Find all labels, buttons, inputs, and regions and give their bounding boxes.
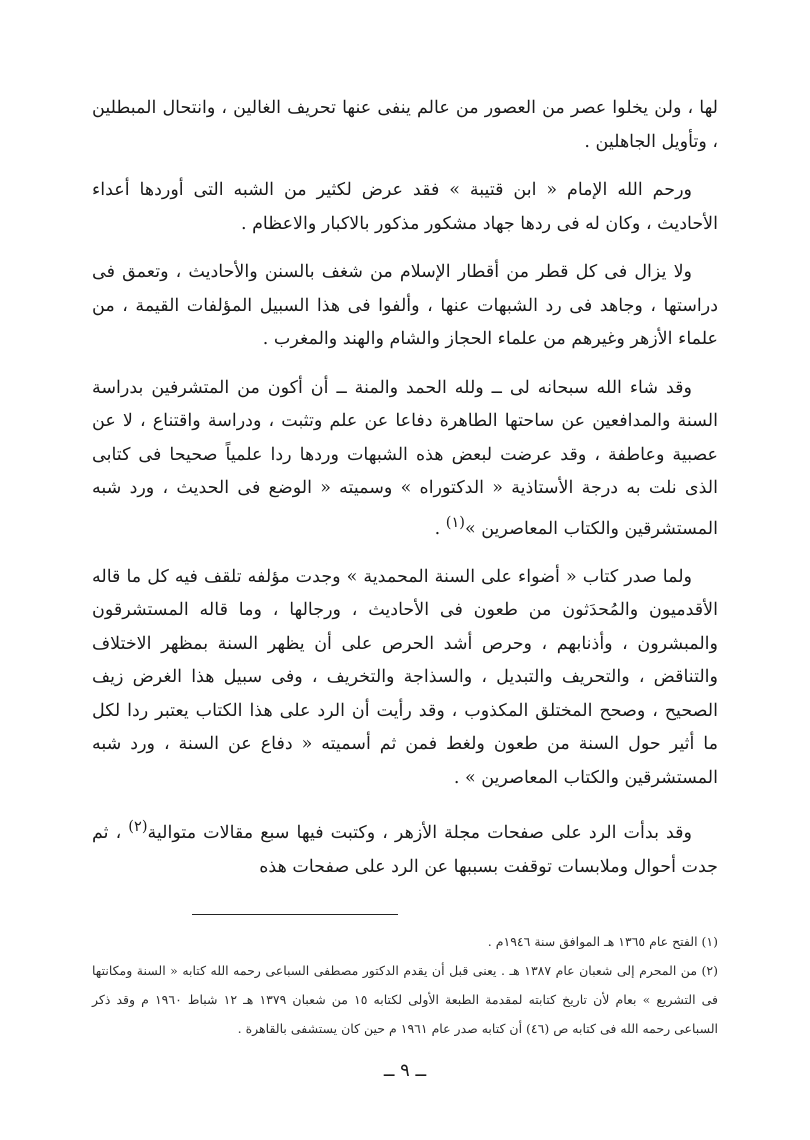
footnote-separator: [192, 914, 398, 915]
paragraph-2: ورحم الله الإمام « ابن قتيبة » فقد عرض لكثير من الشبه التى أوردها أعداء الأحاديث ، وكان له فى ردها جهاد مشكور مذكور بالاكبار والاعظام .: [92, 180, 718, 234]
paragraph-5: ولما صدر كتاب « أضواء على السنة المحمدية » وجدت مؤلفه تلقف فيه كل ما قاله الأقدميون والمُحدَثون من طعون فى الأحاديث ، ورجالها ، وما قاله المستشرقون والمبشرون ، وأذنابهم ، وحرص أشد الحرص على أن يظهر السنة بمظهر الاختلاف والتناقض ، والتحريف والتبديل ، والسذاجة والتخريف ، وفى سبيل هذا الغرض زيف الصحيح ، وصحح المختلق المكذوب ، وقد رأيت أن الرد على هذا الكتاب يعتبر ردا لكل ما أثير حول السنة من طعون ولغط فمن ثم أسميته « دفاع عن السنة ، ورد شبه المستشرقين والكتاب المعاصرين » .: [92, 566, 718, 788]
footnote-1: (١) الفتح عام ١٣٦٥ هـ الموافق سنة ١٩٤٦م .: [487, 934, 718, 950]
paragraph-3: ولا يزال فى كل قطر من أقطار الإسلام من شغف بالسنن والأحاديث ، وتعمق فى دراستها ، وجاهد فى رد الشبهات عنها ، وألفوا فى هذا السبيل المؤلفات القيمة ، من علماء الأزهر وغيرهم من علماء الحجاز والشام والهند والمغرب .: [92, 262, 718, 349]
paragraph-4: [92, 372, 718, 546]
paragraph-4-end: .: [434, 518, 446, 539]
paragraph-6-tail: ، ثم جدت أحوال وملابسات توقفت بسببها عن الرد على صفحات هذه: [92, 823, 718, 877]
paragraph-6-text: وقد بدأت الرد على صفحات مجلة الأزهر ، وكتبت فيها سبع مقالات متوالية: [147, 823, 692, 844]
paragraph-6: [92, 810, 718, 884]
footnotes: [92, 927, 718, 1043]
footnote-ref-2: (٢): [128, 818, 148, 836]
paragraph-4-text: وقد شاء الله سبحانه لى ــ ولله الحمد والمنة ــ أن أكون من المتشرفين بدراسة السنة والمدافعين عن ساحتها الطاهرة دفاعا عن علم وتثبت ، ودراسة واقتناع ، لا عن عصبية وعاطفة ، وقد عرضت لبعض هذه الشبهات وردها ردا علمياً صحيحا فى كتابى الذى نلت به درجة الأستاذية « الدكتوراه » وسميته « الوضع فى الحديث ، ورد شبه المستشرقين والكتاب المعاصرين »: [92, 377, 718, 539]
footnote-ref-1: (١): [445, 513, 465, 531]
page-number: ــ ٩ ــ: [383, 1060, 427, 1081]
footnote-2: (٢) من المحرم إلى شعبان عام ١٣٨٧ هـ . يعنى قبل أن يقدم الدكتور مصطفى السباعى رحمه الله كتابه « السنة ومكانتها فى التشريع » بعام لأن تاريخ كتابته لمقدمة الطبعة الأولى لكتابه ١٥ من شعبان ١٣٧٩ هـ ١٢ شباط ١٩٦٠ م وقد ذكر السباعى رحمه الله فى كتابه ص (٤٦) أن كتابه صدر عام ١٩٦١ م حين كان يستشفى بالقاهرة .: [92, 963, 719, 1037]
paragraph-1: لها ، ولن يخلوا عصر من العصور من عالم ينفى عنها تحريف الغالين ، وانتحال المبطلين ، وتأويل الجاهلين .: [92, 98, 718, 152]
